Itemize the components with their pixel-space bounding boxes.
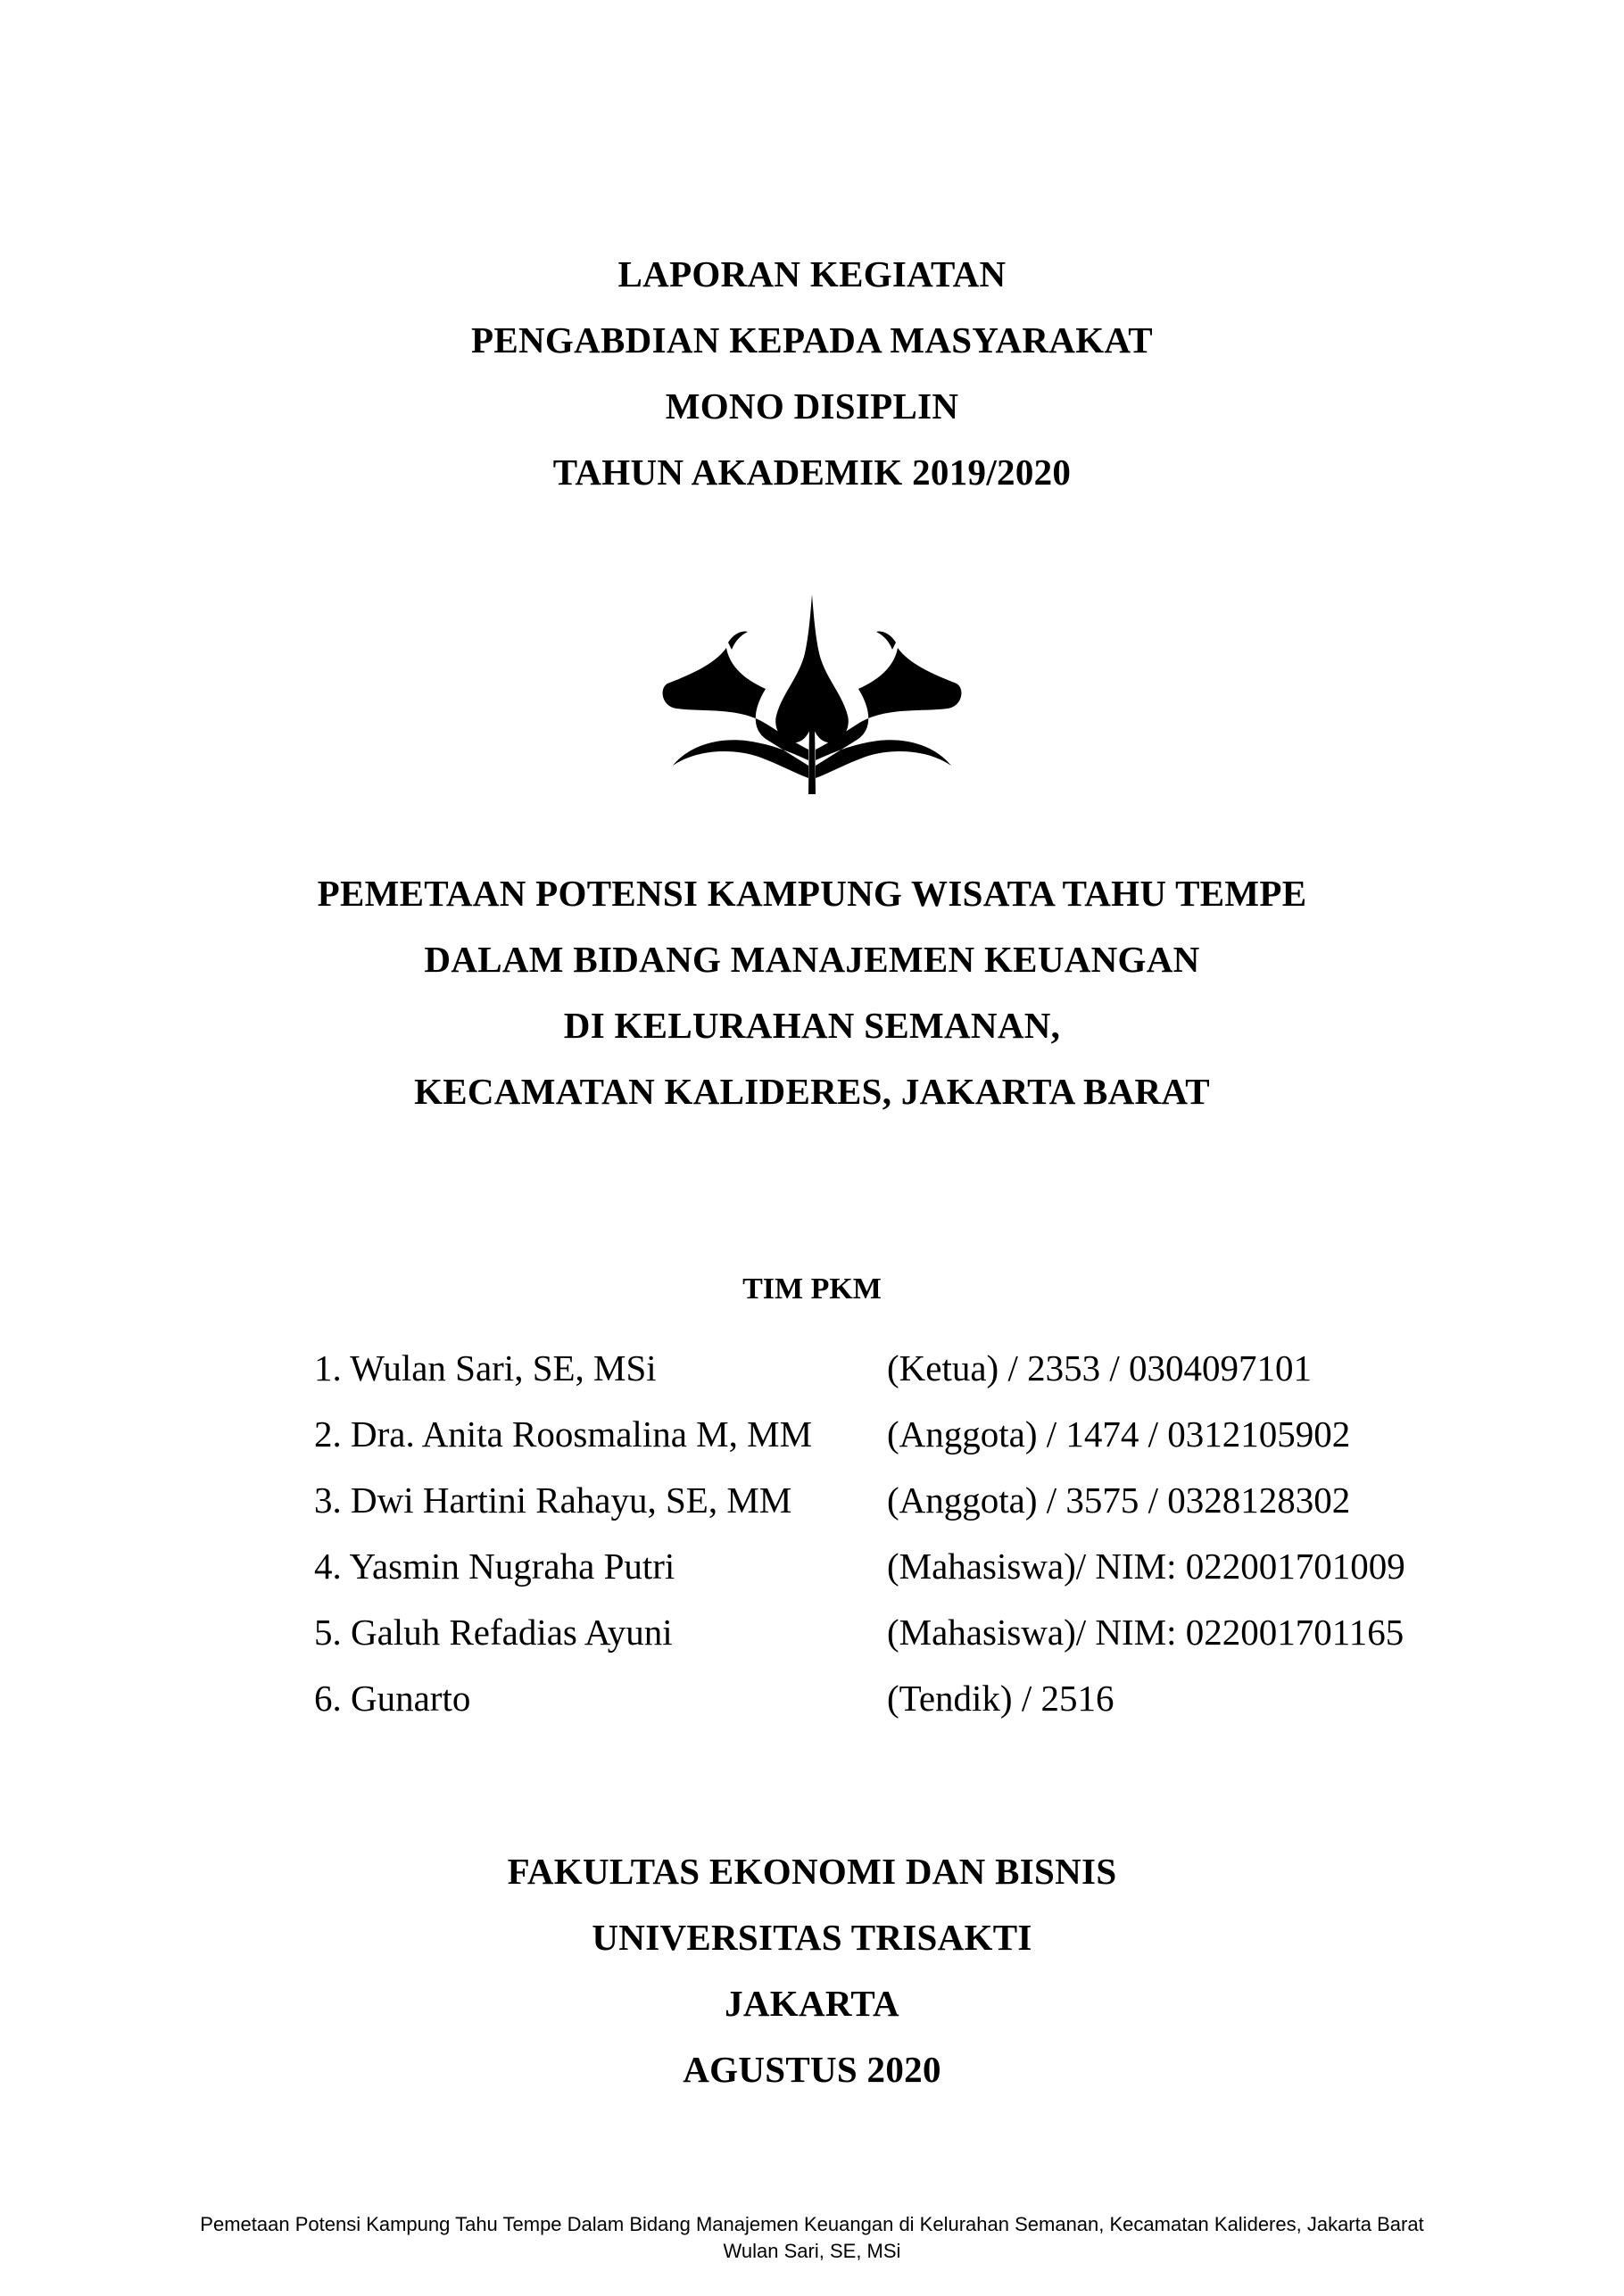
activity-title	[0, 860, 1624, 1124]
team-member-row	[314, 1335, 1474, 1401]
member-name: 1. Wulan Sari, SE, MSi	[314, 1347, 657, 1388]
program-line: PENGABDIAN KEPADA MASYARAKAT	[471, 319, 1153, 361]
member-role: (Mahasiswa)/ NIM: 022001701165	[887, 1612, 1404, 1653]
member-name: 5. Galuh Refadias Ayuni	[314, 1612, 673, 1653]
faculty-line: FAKULTAS EKONOMI DAN BISNIS	[507, 1851, 1117, 1892]
report-type-line: LAPORAN KEGIATAN	[617, 253, 1007, 294]
member-role: (Anggota) / 1474 / 0312105902	[887, 1413, 1351, 1455]
member-role: (Tendik) / 2516	[887, 1678, 1114, 1719]
university-logo	[0, 591, 1624, 796]
team-member-row	[314, 1599, 1474, 1665]
footer-title: Pemetaan Potensi Kampung Tahu Tempe Dalam Bidang Manajemen Keuangan di Kelurahan Semanan, Kecamatan Kalideres, Jakarta Barat	[200, 2213, 1424, 2235]
team-member-list	[314, 1335, 1474, 1731]
team-member-row	[314, 1533, 1474, 1599]
team-member-row	[314, 1467, 1474, 1533]
title-line-1: PEMETAAN POTENSI KAMPUNG WISATA TAHU TEMPE	[317, 873, 1307, 914]
title-line-4: KECAMATAN KALIDERES, JAKARTA BARAT	[414, 1071, 1210, 1112]
member-role: (Mahasiswa)/ NIM: 022001701009	[887, 1546, 1405, 1587]
member-name: 4. Yasmin Nugraha Putri	[314, 1546, 675, 1587]
team-heading: TIM PKM	[742, 1272, 882, 1305]
discipline-line: MONO DISIPLIN	[665, 385, 959, 427]
date-line: AGUSTUS 2020	[683, 2049, 941, 2090]
member-role: (Ketua) / 2353 / 0304097101	[887, 1347, 1312, 1388]
title-line-2: DALAM BIDANG MANAJEMEN KEUANGAN	[424, 939, 1200, 980]
title-line-3: DI KELURAHAN SEMANAN,	[563, 1005, 1061, 1046]
member-name: 2. Dra. Anita Roosmalina M, MM	[314, 1413, 813, 1455]
city-line: JAKARTA	[725, 1983, 899, 2024]
member-name: 6. Gunarto	[314, 1678, 471, 1719]
institution-block	[0, 1838, 1624, 2102]
academic-year-line: TAHUN AKADEMIK 2019/2020	[552, 452, 1072, 493]
university-line: UNIVERSITAS TRISAKTI	[592, 1917, 1032, 1958]
university-emblem-icon	[660, 591, 964, 796]
member-role: (Anggota) / 3575 / 0328128302	[887, 1480, 1351, 1521]
member-name: 3. Dwi Hartini Rahayu, SE, MM	[314, 1480, 792, 1521]
footer-author: Wulan Sari, SE, MSi	[723, 2240, 901, 2262]
team-member-row	[314, 1401, 1474, 1467]
team-member-row	[314, 1665, 1474, 1731]
page-footer	[0, 2211, 1624, 2265]
report-header	[0, 241, 1624, 505]
